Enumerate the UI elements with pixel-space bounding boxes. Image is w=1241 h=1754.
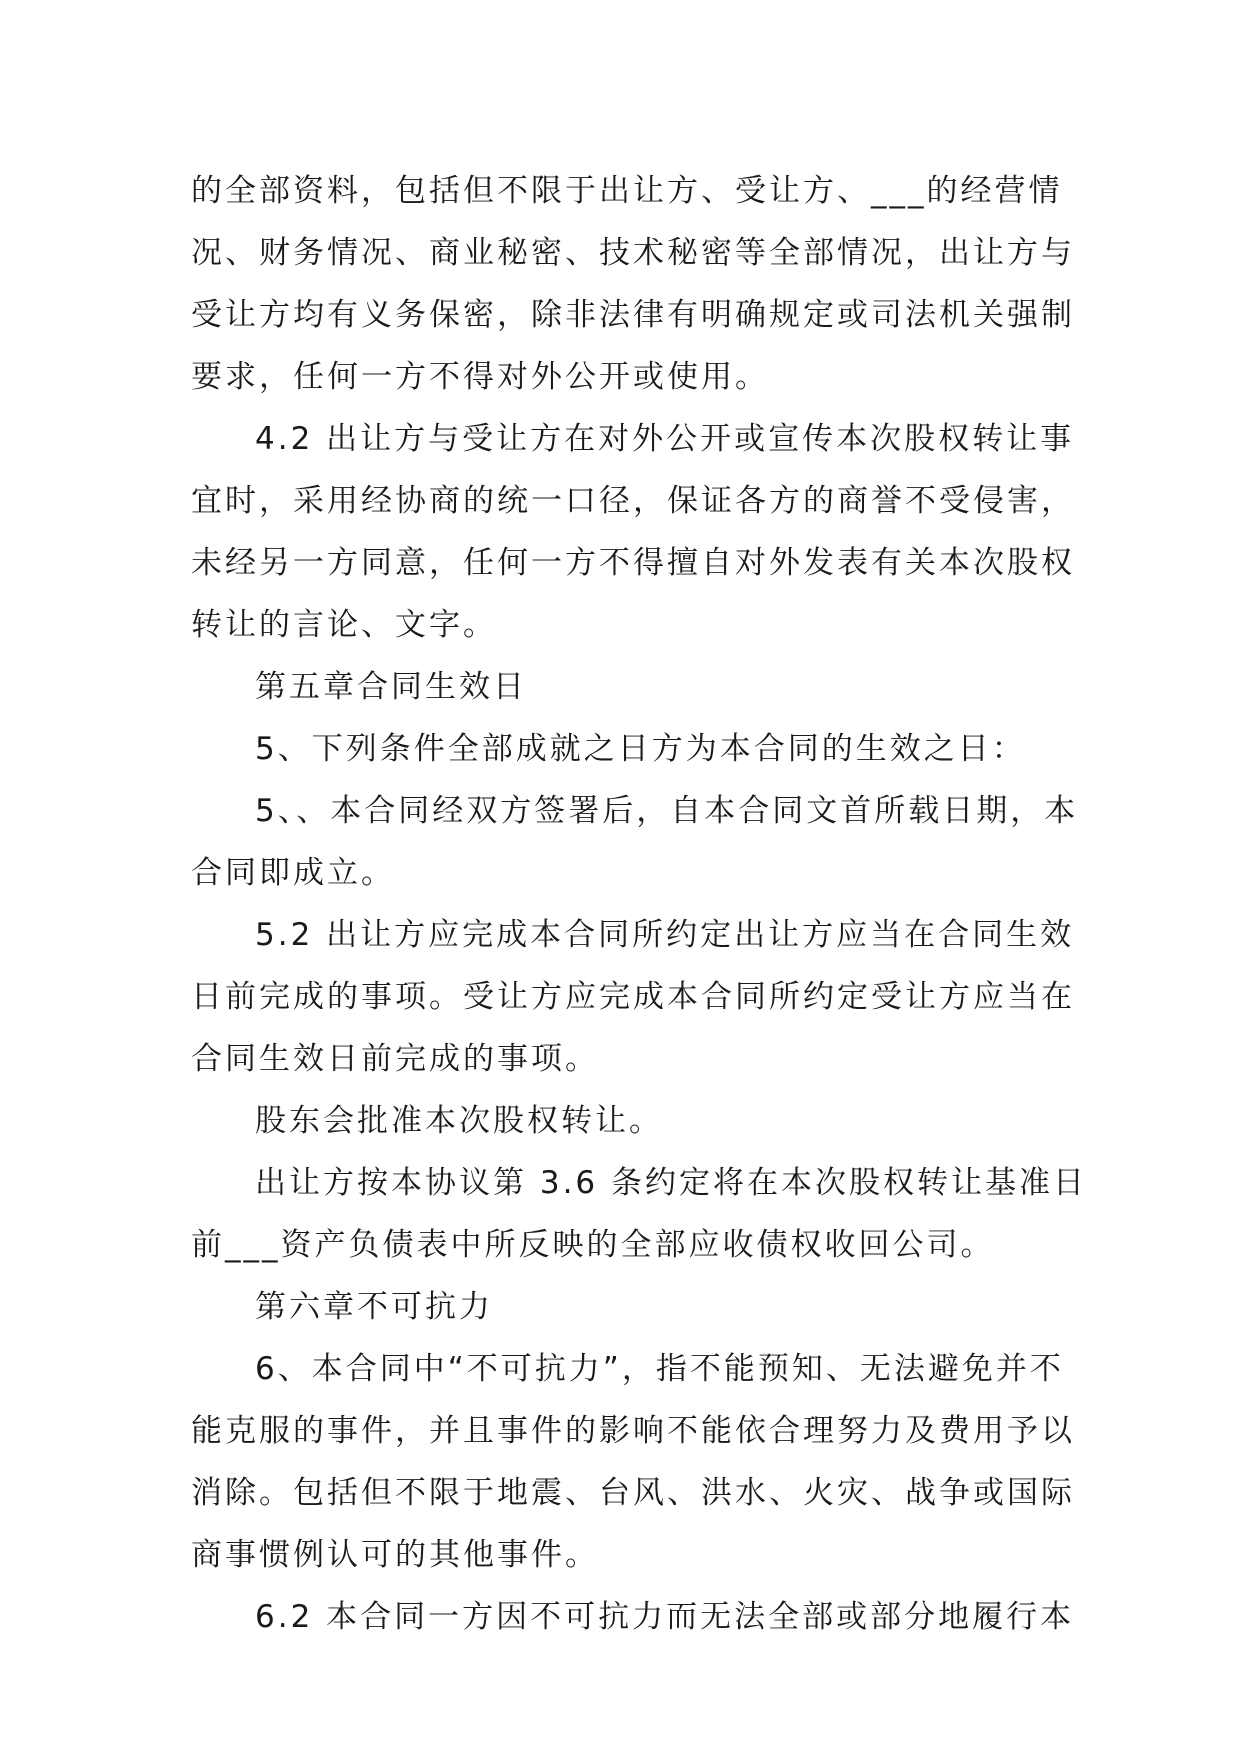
paragraph-line: 未经另一方同意，任何一方不得擅自对外发表有关本次股权: [191, 545, 1075, 581]
paragraph-line: 日前完成的事项。受让方应完成本合同所约定受让方应当在: [191, 979, 1075, 1015]
paragraph-line: 5.2 出让方应完成本合同所约定出让方应当在合同生效: [255, 917, 1075, 953]
paragraph-line: 能克服的事件，并且事件的影响不能依合理努力及费用予以: [191, 1413, 1075, 1449]
paragraph-line: 4.2 出让方与受让方在对外公开或宣传本次股权转让事: [255, 421, 1075, 457]
paragraph-line: 况、财务情况、商业秘密、技术秘密等全部情况，出让方与: [191, 235, 1075, 271]
document-body: [191, 160, 1088, 1648]
paragraph-line: 受让方均有义务保密，除非法律有明确规定或司法机关强制: [191, 297, 1075, 333]
paragraph-line: 宜时，采用经协商的统一口径，保证各方的商誉不受侵害，: [191, 483, 1075, 519]
paragraph-line: 的全部资料，包括但不限于出让方、受让方、___的经营情: [191, 173, 1063, 209]
paragraph-line: 5、、本合同经双方签署后，自本合同文首所载日期，本: [255, 793, 1079, 829]
paragraph-line: 股东会批准本次股权转让。: [255, 1103, 663, 1139]
paragraph-line: 消除。包括但不限于地震、台风、洪水、火灾、战争或国际: [191, 1475, 1075, 1511]
chapter-heading: 第五章合同生效日: [255, 669, 527, 705]
paragraph-line: 合同即成立。: [191, 855, 395, 891]
paragraph-line: 要求，任何一方不得对外公开或使用。: [191, 359, 769, 395]
paragraph-line: 前___资产负债表中所反映的全部应收债权收回公司。: [191, 1227, 995, 1263]
paragraph-line: 6、本合同中“不可抗力”，指不能预知、无法避免并不: [255, 1351, 1064, 1387]
paragraph-line: 转让的言论、文字。: [191, 607, 497, 643]
chapter-heading: 第六章不可抗力: [255, 1289, 493, 1325]
paragraph-line: 商事惯例认可的其他事件。: [191, 1537, 599, 1573]
paragraph-line: 合同生效日前完成的事项。: [191, 1041, 599, 1077]
paragraph-line: 6.2 本合同一方因不可抗力而无法全部或部分地履行本: [255, 1599, 1075, 1635]
paragraph-line: 5、下列条件全部成就之日方为本合同的生效之日：: [255, 731, 1026, 767]
paragraph-line: 出让方按本协议第 3.6 条约定将在本次股权转让基准日: [255, 1165, 1088, 1201]
